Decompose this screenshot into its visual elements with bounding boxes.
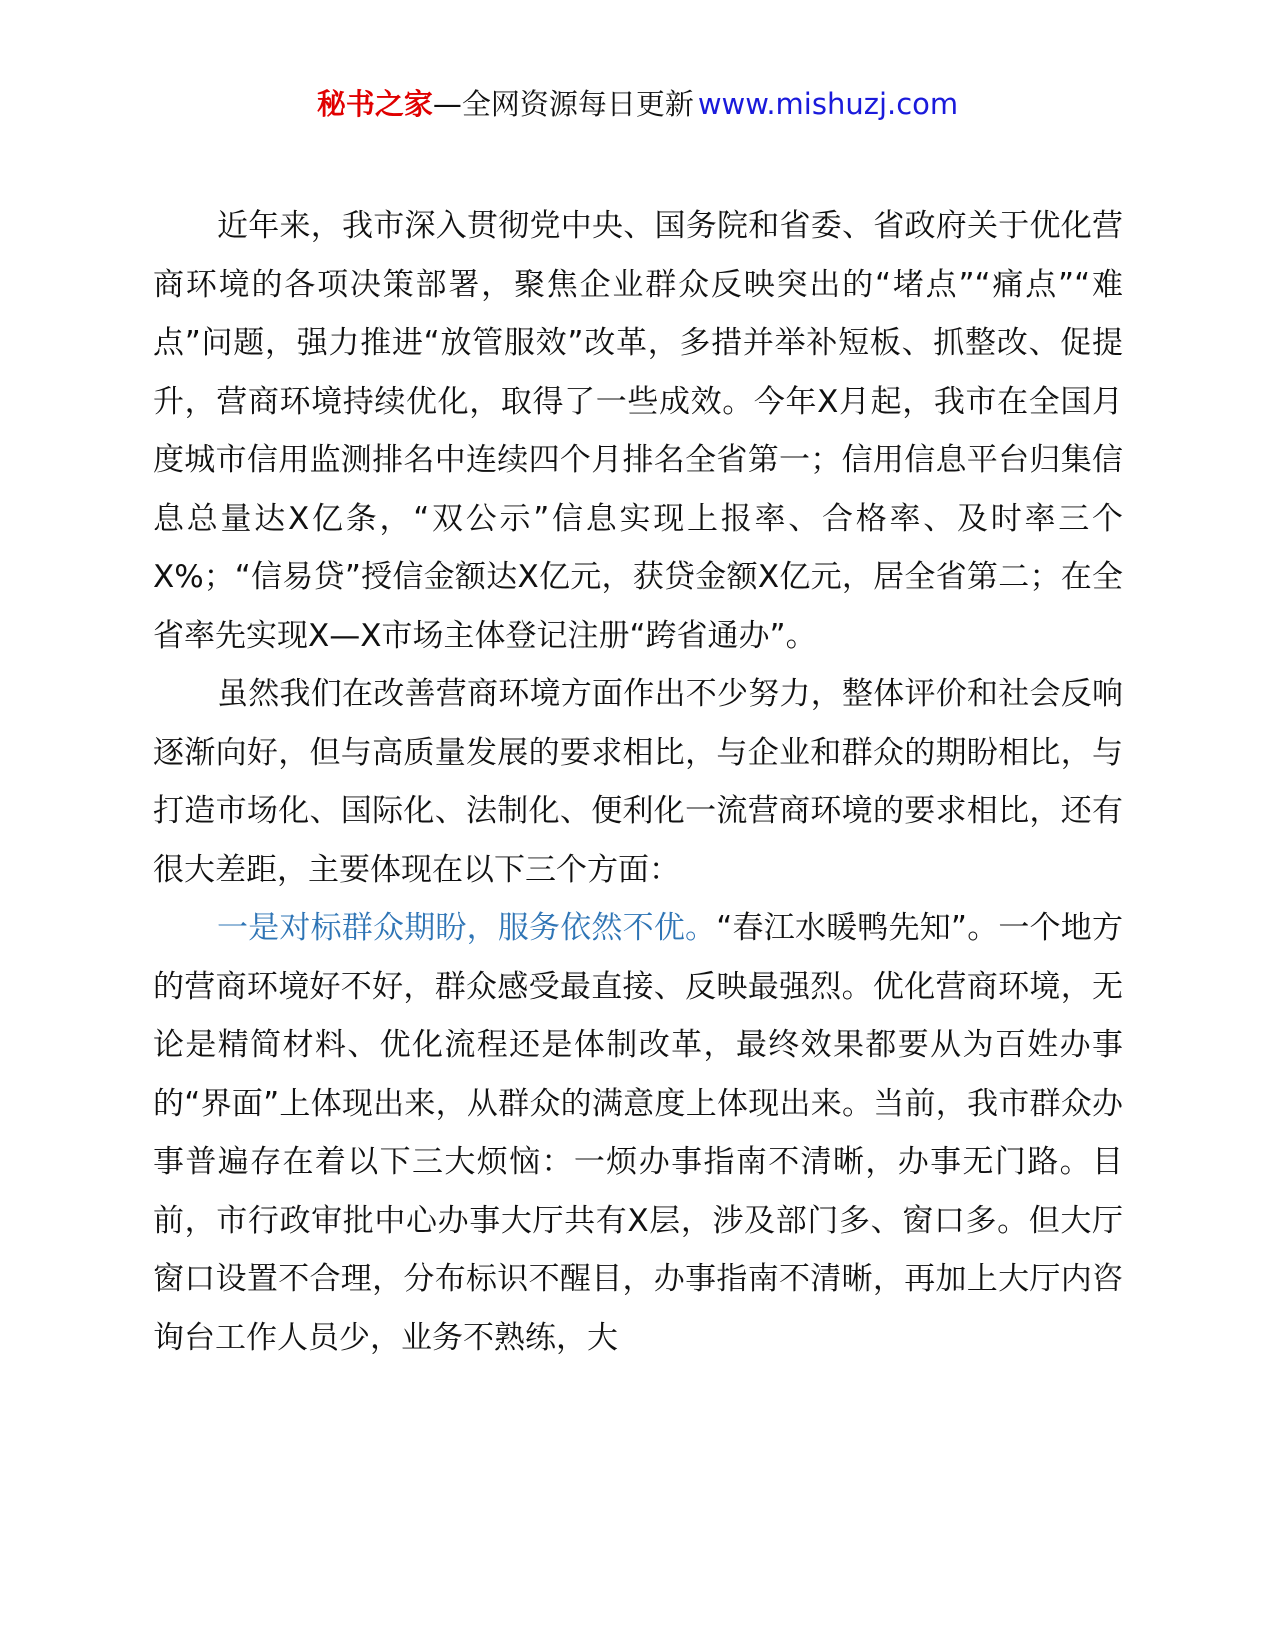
paragraph-intro: 近年来，我市深入贯彻党中央、国务院和省委、省政府关于优化营商环境的各项决策部署，聚焦企业群众反映突出的“堵点”“痛点”“难点”问题，强力推进“放管服效”改革，多措并举补短板、抓整改、促提升，营商环境持续优化，取得了一些成效。今年X月起，我市在全国月度城市信用监测排名中连续四个月排名全省第一；信用信息平台归集信息总量达X亿条，“双公示”信息实现上报率、合格率、及时率三个X%；“信易贷”授信金额达X亿元，获贷金额X亿元，居全省第二；在全省率先实现X—X市场主体登记注册“跨省通办”。 [153, 208, 1123, 654]
paragraph-point-one [153, 899, 1123, 1367]
document-body [153, 197, 1123, 1367]
site-brand: 秘书之家 [316, 87, 433, 121]
site-url-link[interactable]: www.mishuzj.com [697, 87, 959, 121]
site-header [0, 84, 1275, 124]
site-slogan: —全网资源每日更新 [432, 87, 694, 121]
paragraph-gap-summary: 虽然我们在改善营商环境方面作出不少努力，整体评价和社会反响逐渐向好，但与高质量发展的要求相比，与企业和群众的期盼相比，与打造市场化、国际化、法制化、便利化一流营商环境的要求相比，还有很大差距，主要体现在以下三个方面： [153, 676, 1123, 888]
point-one-heading: 一是对标群众期盼，服务依然不优。 [217, 910, 717, 946]
point-one-text: “春江水暖鸭先知”。一个地方的营商环境好不好，群众感受最直接、反映最强烈。优化营商环境，无论是精简材料、优化流程还是体制改革，最终效果都要从为百姓办事的“界面”上体现出来，从群众的满意度上体现出来。当前，我市群众办事普遍存在着以下三大烦恼：一烦办事指南不清晰，办事无门路。目前，市行政审批中心办事大厅共有X层，涉及部门多、窗口多。但大厅窗口设置不合理，分布标识不醒目，办事指南不清晰，再加上大厅内咨询台工作人员少，业务不熟练，大 [153, 910, 1124, 1356]
